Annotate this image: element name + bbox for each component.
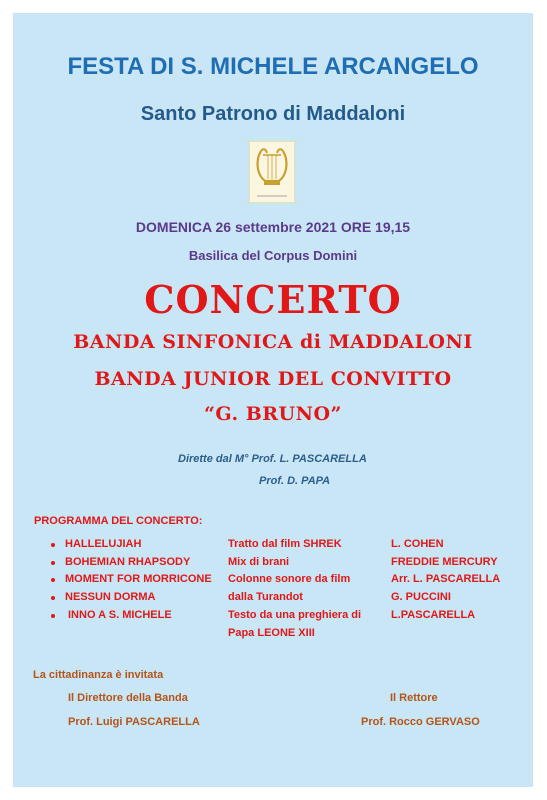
event-date: DOMENICA 26 settembre 2021 ORE 19,15 <box>135 219 411 235</box>
bullet-icon <box>51 543 55 547</box>
programme-author: Arr. L. PASCARELLA <box>391 573 501 585</box>
programme-author: L. COHEN <box>391 538 444 550</box>
programme-author: L.PASCARELLA <box>391 609 476 621</box>
signature-left-role: Il Direttore della Banda <box>68 692 188 704</box>
programme-note: Tratto dal film SHREK <box>228 538 342 550</box>
programme-piece: HALLELUJIAH <box>65 538 142 550</box>
band-name-2: BANDA JUNIOR DEL CONVITTO <box>94 368 452 390</box>
programme-note: Testo da una preghiera di <box>228 609 362 621</box>
programme-note-continued: Papa LEONE XIII <box>228 627 315 639</box>
programme-author: G. PUCCINI <box>391 591 451 603</box>
programme-heading: PROGRAMMA DEL CONCERTO: <box>34 515 203 527</box>
programme-author: FREDDIE MERCURY <box>391 556 498 568</box>
signature-left-name: Prof. Luigi PASCARELLA <box>68 716 200 728</box>
signature-right-role: Il Rettore <box>390 692 438 704</box>
bullet-icon <box>51 578 55 582</box>
programme-note: Mix di brani <box>228 556 290 568</box>
invitation-text: La cittadinanza è invitata <box>33 669 164 681</box>
bullet-icon <box>51 596 55 600</box>
signature-right-name: Prof. Rocco GERVASO <box>361 716 480 728</box>
poster <box>13 13 533 787</box>
band-name-1: BANDA SINFONICA di MADDALONI <box>73 331 473 353</box>
directors-line-1: Dirette dal M° Prof. L. PASCARELLA <box>178 453 367 465</box>
bullet-icon <box>51 561 55 565</box>
programme-piece: MOMENT FOR MORRICONE <box>65 573 212 585</box>
event-venue: Basilica del Corpus Domini <box>188 248 358 263</box>
programme-note: dalla Turandot <box>228 591 303 603</box>
programme-piece: INNO A S. MICHELE <box>68 609 172 621</box>
directors-line-2: Prof. D. PAPA <box>259 475 331 487</box>
page-title: FESTA DI S. MICHELE ARCANGELO <box>67 53 479 80</box>
bullet-icon <box>51 614 55 618</box>
lyre-icon <box>249 141 295 203</box>
band-name-3: “G. BRUNO” <box>204 403 342 425</box>
concert-headline: CONCERTO <box>144 277 402 322</box>
page-subtitle: Santo Patrono di Maddaloni <box>140 103 406 125</box>
programme-note: Colonne sonore da film <box>228 573 351 585</box>
programme-piece: NESSUN DORMA <box>65 591 156 603</box>
programme-piece: BOHEMIAN RHAPSODY <box>65 556 191 568</box>
